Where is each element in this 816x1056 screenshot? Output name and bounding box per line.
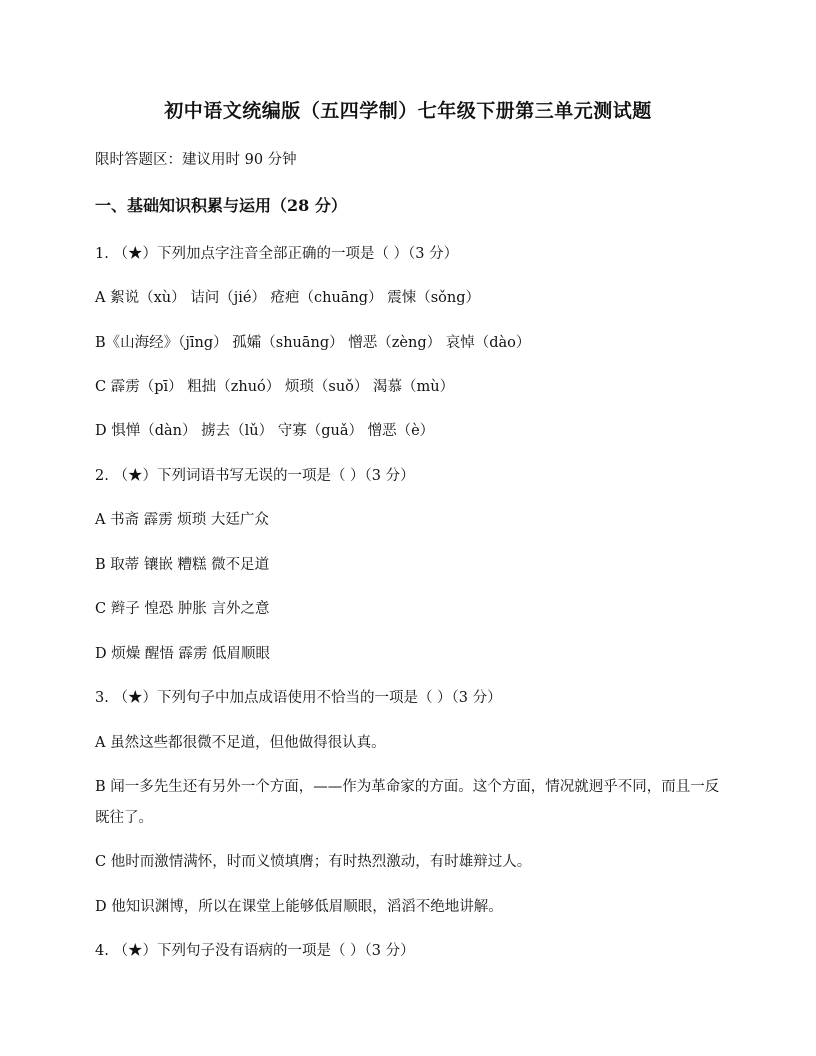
question-1-option-c: C 霹雳（pī） 粗拙（zhuó） 烦琐（suǒ） 渴慕（mù） [95,379,455,395]
question-3-option-c: C 他时而激情满怀，时而义愤填膺；有时热烈激动，有时雄辩过人。 [95,854,532,870]
question-2-option-a: A 书斋 霹雳 烦琐 大廷广众 [95,512,269,528]
question-1-option-b: B《山海经》（jīng） 孤孀（shuāng） 憎恶（zèng） 哀悼（dào） [95,335,531,351]
question-2-option-d: D 烦燥 醒悟 霹雳 低眉顺眼 [95,646,271,662]
question-1-stem: 1. （★）下列加点字注音全部正确的一项是（ ）（3 分） [95,246,459,262]
question-3-stem: 3. （★）下列句子中加点成语使用不恰当的一项是（ ）（3 分） [95,690,502,706]
question-3-option-d: D 他知识渊博，所以在课堂上能够低眉顺眼，滔滔不绝地讲解。 [95,899,503,915]
document-title: 初中语文统编版（五四学制）七年级下册第三单元测试题 [164,100,652,122]
section-heading: 一、基础知识积累与运用（28 分） [95,196,347,215]
question-3-option-a: A 虽然这些都很微不足道，但他做得很认真。 [95,735,386,751]
question-2-option-c: C 辫子 惶恐 肿胀 言外之意 [95,601,270,617]
question-1-option-d: D 惧惮（dàn） 掳去（lǔ） 守寡（guǎ） 憎恶（è） [95,423,435,439]
question-4-stem: 4. （★）下列句子没有语病的一项是（ ）（3 分） [95,943,415,959]
question-1-option-a: A 絮说（xù） 诘问（jié） 疮疤（chuāng） 震悚（sǒng） [95,290,480,306]
time-note: 限时答题区：建议用时 90 分钟 [95,152,297,168]
question-2-stem: 2. （★）下列词语书写无误的一项是（ ）（3 分） [95,468,415,484]
question-3-option-b: B 闻一多先生还有另外一个方面，——作为革命家的方面。这个方面，情况就迥乎不同，而且一反既往了。 [95,779,720,826]
question-2-option-b: B 取蒂 镶嵌 糟糕 微不足道 [95,557,270,573]
